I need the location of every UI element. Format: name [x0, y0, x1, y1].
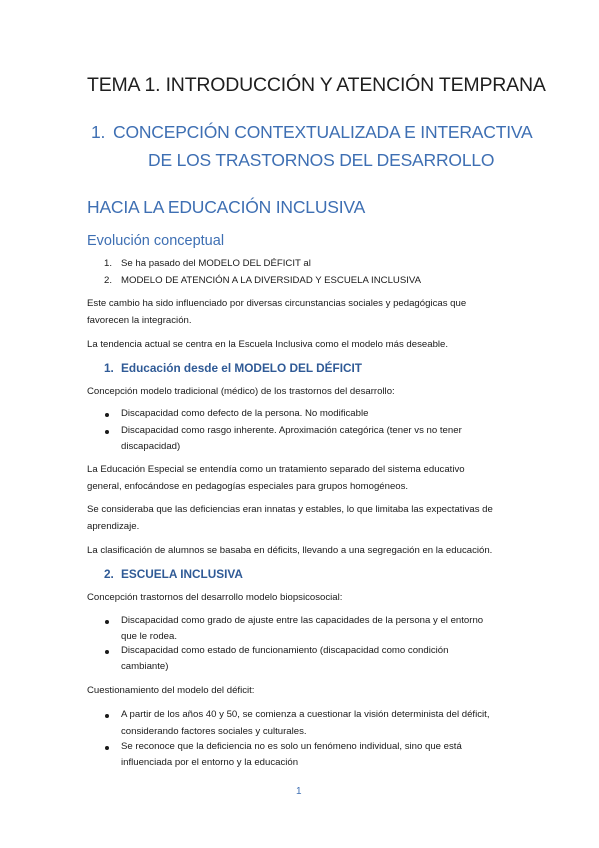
bullet-text: influenciada por el entorno y la educación — [121, 757, 299, 768]
bullet-text: considerando factores sociales y culturales. — [121, 726, 307, 737]
paragraph-line: general, enfocándose en pedagogías especiales para grupos homogéneos. — [87, 481, 409, 492]
page-number: 1 — [296, 786, 302, 797]
bullet-icon — [105, 430, 109, 434]
bullet-text: cambiante) — [121, 661, 169, 672]
bullet-text: que le rodea. — [121, 631, 178, 642]
bullet-icon — [105, 413, 109, 417]
paragraph: La clasificación de alumnos se basaba en déficits, llevando a una segregación en la educación. — [87, 545, 493, 556]
list-number: 2. — [104, 275, 113, 286]
bullet-icon — [105, 620, 109, 624]
bullet-text: discapacidad) — [121, 441, 181, 452]
paragraph-line: aprendizaje. — [87, 521, 140, 532]
list-number: 1. — [104, 258, 113, 269]
heading1-number: 1. — [91, 122, 106, 142]
section1-intro: Concepción modelo tradicional (médico) de los trastornos del desarrollo: — [87, 386, 395, 397]
list-item: Se ha pasado del MODELO DEL DÉFICIT al — [121, 258, 311, 269]
bullet-text: Se reconoce que la deficiencia no es solo un fenómeno individual, sino que está — [121, 741, 462, 752]
paragraph-line: favorecen la integración. — [87, 315, 192, 326]
paragraph-line: Este cambio ha sido influenciado por diversas circunstancias sociales y pedagógicas que — [87, 298, 467, 309]
questioning-text: Cuestionamiento del modelo del déficit: — [87, 685, 255, 696]
document-title: TEMA 1. INTRODUCCIÓN Y ATENCIÓN TEMPRANA — [87, 74, 546, 96]
paragraph-line: Se consideraba que las deficiencias eran innatas y estables, lo que limitaba las expectativas de — [87, 504, 493, 515]
bullet-icon — [105, 746, 109, 750]
heading1-line1: CONCEPCIÓN CONTEXTUALIZADA E INTERACTIVA — [113, 122, 533, 142]
bullet-text: Discapacidad como rasgo inherente. Aproximación categórica (tener vs no tener — [121, 425, 462, 436]
bullet-icon — [105, 714, 109, 718]
heading2: HACIA LA EDUCACIÓN INCLUSIVA — [87, 197, 366, 217]
bullet-text: A partir de los años 40 y 50, se comienza a cuestionar la visión determinista del déficit, — [121, 709, 490, 720]
list-item: MODELO DE ATENCIÓN A LA DIVERSIDAD Y ESCUELA INCLUSIVA — [121, 275, 421, 286]
section1-number: 1. — [104, 361, 114, 375]
section2-number: 2. — [104, 567, 114, 581]
section2-title: ESCUELA INCLUSIVA — [121, 567, 243, 581]
bullet-text: Discapacidad como estado de funcionamiento (discapacidad como condición — [121, 645, 449, 656]
bullet-text: Discapacidad como grado de ajuste entre las capacidades de la persona y el entorno — [121, 615, 484, 626]
paragraph-line: La Educación Especial se entendía como un tratamiento separado del sistema educativo — [87, 464, 465, 475]
section1-title: Educación desde el MODELO DEL DÉFICIT — [121, 361, 363, 375]
bullet-text: Discapacidad como defecto de la persona. No modificable — [121, 408, 369, 419]
paragraph: La tendencia actual se centra en la Escuela Inclusiva como el modelo más deseable. — [87, 339, 449, 350]
heading1-line2: DE LOS TRASTORNOS DEL DESARROLLO — [148, 150, 495, 170]
bullet-icon — [105, 650, 109, 654]
heading3: Evolución conceptual — [87, 233, 225, 249]
section2-intro: Concepción trastornos del desarrollo modelo biopsicosocial: — [87, 592, 343, 603]
